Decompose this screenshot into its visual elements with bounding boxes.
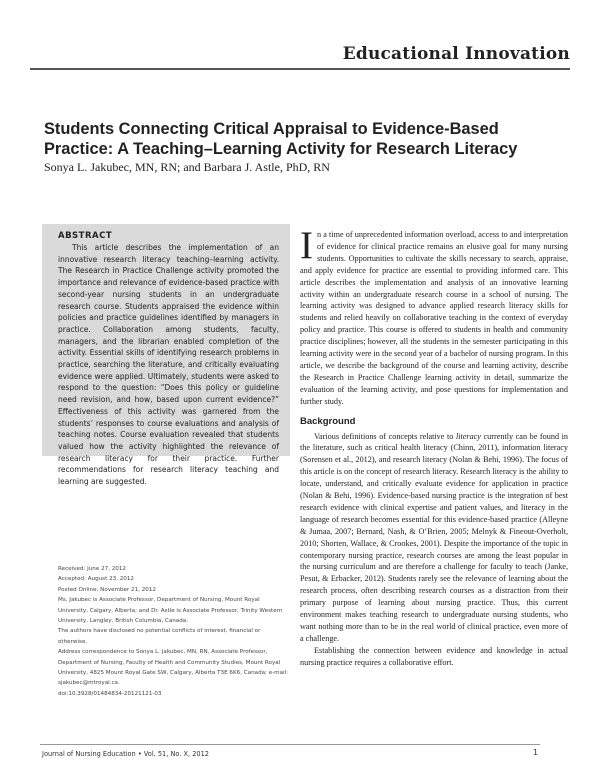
conflict-disclosure: The authors have disclosed no potential conflicts of interest, financial or otherwise. <box>58 628 261 645</box>
intro-text: n a time of unprecedented information overload, access to and interpretation of evidence for clinical practice remains an elusive goal for many nursing students. Opportunities to cultivate the skills necessary to search, appraise, and apply evidence for practice are essential to providing informed care. This article describes the implementation and analysis of an innovative learning activity within an undergraduate research course in a school of nursing. The learning activity was designed to advance applied research literacy skills for students and relied heavily on collaborative teaching in the context of everyday policy and practice. This course is offered to students in health and community practice disciplines; however, all the students in the semester participating in this learning activity were in the second year of a bachelor of nursing program. In this article, we describe the background of the course and learning activity, describe the Research in Practice Challenge learning activity in detail, summarize the evaluation of the learning activity, and pose questions for implementation and further study. <box>300 230 568 406</box>
author-affiliations: Ms. Jakubec is Associate Professor, Department of Nursing, Mount Royal University, Calgary, Alberta; and Dr. Astle is Associate Professor, Trinity Western University, Langley, British Columbia, Canada. <box>58 597 283 625</box>
page-number: 1 <box>533 748 539 757</box>
posted-date: Posted Online: November 21, 2012 <box>58 586 156 593</box>
footer-rule <box>40 744 540 745</box>
background-heading: Background <box>300 415 356 427</box>
section-heading: Educational Innovation <box>342 44 570 64</box>
header-rule <box>30 68 570 70</box>
accepted-date: Accepted: August 23, 2012 <box>58 576 134 583</box>
received-date: Received: June 27, 2012 <box>58 566 126 572</box>
intro-paragraph <box>300 224 568 408</box>
background-p1-rest: currently can be found in the literature, such as critical health literacy (Chinn, 2011), information literacy (Sorensen et al., 2012), and research literacy (Nolan & Behi, 1996). The focus of this article is on the concept of research literacy. Research literacy is the ability to locate, understand, and critically evaluate evidence for application in practice (Nolan & Behi, 1996). Evidence-based nursing practice is the integration of best research evidence with clinical expertise and patient values, and literacy in the language of research becomes essential for this evidence-based practice (Alleyne & Jumaa, 2007; Bernard, Nash, & O’Brien, 2005; Melnyk & Fineout-Overholt, 2010; Shorten, Wallace, & Crookes, 2001). Despite the importance of the topic in contemporary nursing practice, research courses are among the least popular in the nursing curriculum and are therefore a challenge for faculty to teach (Janke, Pesut, & Erbacker, 2012). Students rarely see the relevance of learning about the research process, often describing research courses as a distraction from their primary purpose of learning about nursing practice. Thus, this current environment makes teaching research to undergraduate nursing students, who want nothing more than to be in the real world of clinical practice, even more of a challenge. <box>300 431 568 643</box>
article-title: Students Connecting Critical Appraisal to Evidence-Based Practice: A Teaching–Learning Activity for Research Literacy <box>44 120 518 158</box>
abstract-text: This article describes the implementation of an innovative research literacy teaching–learning activity. The Research in Practice Challenge activity promoted the importance and relevance of evidence-based practice with second-year nursing students in an undergraduate research course. Students appraised the evidence within policies and practice guidelines identified by managers in practice. Collaboration among students, faculty, managers, and the librarian enabled completion of the activity. Essential skills of identifying research problems in practice, searching the literature, and critically evaluating evidence were applied. Ultimately, students were asked to respond to the question: “Does this policy or guideline need revision, and how, based upon current evidence?” Effectiveness of this activity was garnered from the students’ responses to course evaluations and analysis of teaching notes. Course evaluation revealed that students valued how the activity highlighted the relevance of research literacy for their practice. Further recommendations for research literacy teaching and learning are suggested. <box>58 243 279 487</box>
doi[interactable]: doi:10.3928/01484834-20121121-03 <box>58 690 162 697</box>
background-p1-start: Various definitions of concepts relative to <box>314 431 456 441</box>
drop-cap: I <box>300 224 313 267</box>
journal-citation: Journal of Nursing Education • Vol. 51, No. X, 2012 <box>42 750 209 758</box>
article-metadata <box>58 564 290 699</box>
body-column <box>300 224 568 669</box>
correspondence-address: Address correspondence to Sonya L. Jakubec, MN, RN, Associate Professor, Department of Nursing, Faculty of Health and Community Studies, Mount Royal University, 4825 Mount Royal Gate SW, Calgary, Alberta T3E 6K6, Canada; e-mail: sjakubec@mtroyal.ca. <box>58 649 289 687</box>
abstract-box <box>42 224 290 487</box>
background-p1-emphasis: literacy <box>455 431 481 441</box>
article-authors: Sonya L. Jakubec, MN, RN; and Barbara J. Astle, PhD, RN <box>44 160 330 174</box>
background-paragraph-1 <box>300 431 568 645</box>
abstract-heading: ABSTRACT <box>58 231 113 241</box>
background-paragraph-2: Establishing the connection between evidence and knowledge in actual nursing practice requires a collaborative effort. <box>300 645 568 667</box>
